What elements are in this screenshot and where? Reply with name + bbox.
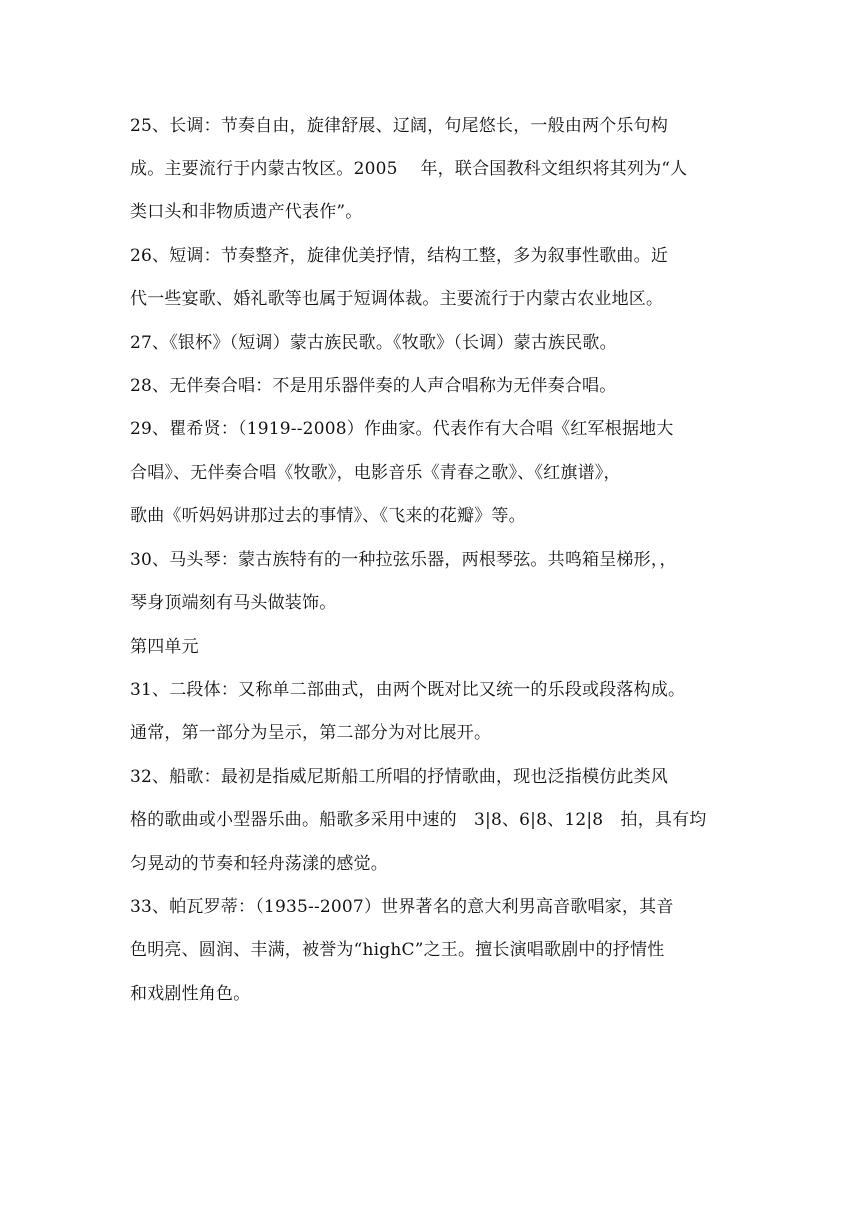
text-line: 27、《银杯》（短调）蒙古族民歌。《牧歌》（长调）蒙古族民歌。 bbox=[130, 333, 617, 353]
text-line: 色明亮、圆润、丰满，被誉为“highC”之王。擅长演唱歌剧中的抒情性 bbox=[130, 940, 665, 960]
text-line: 26、短调：节奏整齐，旋律优美抒情，结构工整，多为叙事性歌曲。近 bbox=[130, 246, 669, 266]
text-line: 格的歌曲或小型器乐曲。船歌多采用中速的 3|8、6|8、12|8 拍，具有均 bbox=[130, 810, 707, 830]
text-line: 31、二段体：又称单二部曲式，由两个既对比又统一的乐段或段落构成。 bbox=[130, 680, 686, 700]
text-line: 29、瞿希贤：（1919--2008）作曲家。代表作有大合唱《红军根据地大 bbox=[130, 419, 674, 439]
text-line: 类口头和非物质遗产代表作”。 bbox=[130, 202, 363, 222]
text-line: 匀晃动的节奏和轻舟荡漾的感觉。 bbox=[130, 854, 388, 874]
text-line: 琴身顶端刻有马头做装饰。 bbox=[130, 593, 337, 613]
text-line: 32、船歌：最初是指威尼斯船工所唱的抒情歌曲，现也泛指模仿此类风 bbox=[130, 767, 669, 787]
text-line: 33、帕瓦罗蒂：（1935--2007）世界著名的意大利男高音歌唱家，其音 bbox=[130, 897, 674, 917]
text-line: 代一些宴歌、婚礼歌等也属于短调体裁。主要流行于内蒙古农业地区。 bbox=[130, 289, 664, 309]
text-line: 合唱》、无伴奏合唱《牧歌》，电影音乐《青春之歌》、《红旗谱》， bbox=[130, 463, 621, 483]
text-line: 成。主要流行于内蒙古牧区。2005 年，联合国教科文组织将其列为“人 bbox=[130, 159, 688, 179]
text-line: 和戏剧性角色。 bbox=[130, 984, 251, 1004]
section-heading: 第四单元 bbox=[130, 637, 199, 657]
text-line: 通常，第一部分为呈示，第二部分为对比展开。 bbox=[130, 723, 492, 743]
text-line: 28、无伴奏合唱：不是用乐器伴奏的人声合唱称为无伴奏合唱。 bbox=[130, 376, 617, 396]
text-line: 25、长调：节奏自由，旋律舒展、辽阔，句尾悠长，一般由两个乐句构 bbox=[130, 116, 669, 136]
text-line: 歌曲《听妈妈讲那过去的事情》、《飞来的花瓣》等。 bbox=[130, 506, 526, 526]
text-line: 30、马头琴：蒙古族特有的一种拉弦乐器，两根琴弦。共鸣箱呈梯形，， bbox=[130, 550, 677, 570]
